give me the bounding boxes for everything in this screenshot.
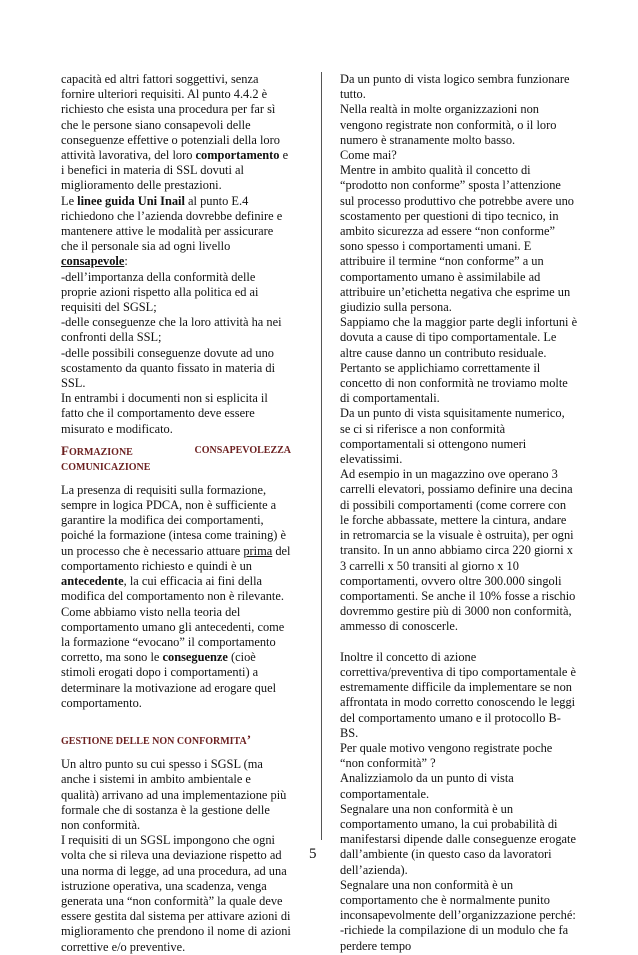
paragraph: capacità ed altri fattori soggettivi, senza fornire ulteriori requisiti. Al punto 4.4.2 è richiesto che esista una procedura per far sì che le persone siano consapevoli delle conseguenze effettive o potenziali della loro attività lavorativa, del loro comportamento e i benefici in materia di SSL dovuti al miglioramento delle prestazioni. [61,72,289,193]
paragraph: Un altro punto su cui spesso i SGSL (ma anche i sistemi in ambito ambientale e qualità) arrivano ad una implementazione più formale che di sostanza è la gestione delle non conformità. [61,757,287,832]
paragraph: Per quale motivo vengono registrate poche “non conformità” ? [340,740,553,771]
paragraph: Segnalare una non conformità è un comportamento umano, la cui probabilità di manifestarsi dipende dalle conseguenze erogate dall’ambiente (in questo caso da lavoratori dell’azienda). [340,801,577,877]
bullet-item: -delle conseguenze che la loro attività ha nei confronti della SSL; [61,315,282,345]
bullet-item: -richiede la compilazione di un modulo che fa perdere tempo [340,923,569,953]
paragraph: Pertanto se applichiamo correttamente il concetto di non conformità ne troviamo molte di comportamentali. [340,360,568,406]
bullet-item: -delle possibili conseguenze dovute ad uno scostamento da quanto fissato in materia di SSL. [61,345,276,391]
heading-word: COMUNICAZIONE [61,461,151,473]
paragraph: Le linee guida Uni Inail al punto E.4 richiedono che l’azienda dovrebbe definire e mantenere attive le modalità per assicurare che il personale sia ad ogni livello consapevole: [61,193,283,269]
paragraph: Da un punto di vista logico sembra funzionare tutto. [340,72,570,102]
page-number: 5 [309,846,317,862]
paragraph: Analizziamolo da un punto di vista comportamentale. [340,771,514,801]
paragraph: Inoltre il concetto di azione correttiva/preventiva di tipo comportamentale è estremamente difficile da implementare se non affrontata in modo corretto conoscendo le leggi del comportamento umano e il protocollo B-BS. [340,649,577,740]
section-heading-non-conformita: GESTIONE DELLE NON CONFORMITA’ [61,732,252,748]
column-divider [321,72,322,840]
paragraph: La presenza di requisiti sulla formazione, sempre in logica PDCA, non è sufficiente a garantire la modifica dei comportamenti, poiché la formazione (intesa come training) è un processo che è necessario attuare prima del comportamento richiesto e quindi è un antecedente, la cui efficacia ai fini della modifica del comportamento non è rilevante. [61,482,291,604]
paragraph: Nella realtà in molte organizzazioni non vengono registrate non conformità, o il loro numero è stranamente molto basso. [340,102,557,147]
paragraph: Come abbiamo visto nella teoria del comportamento umano gli antecedenti, come la formazione “evocano” il comportamento corretto, ma sono le conseguenze (cioè stimoli erogati dopo i comportamenti) a determinare la motivazione ad erogare quel comportamento. [61,604,285,710]
section-heading-formazione [61,443,291,460]
left-column [61,72,291,955]
heading-word: CONSAPEVOLEZZA [194,444,291,456]
paragraph: Da un punto di vista squisitamente numerico, se ci si riferisce a non conformità comportamentali si ottengono numeri elevatissimi. [340,406,565,467]
paragraph: Ad esempio in un magazzino ove operano 3 carrelli elevatori, possiamo definire una decina di possibili comportamenti (come correre con le forche abbassate, mettere la cintura, andare in retromarcia se la visuale è ostruita), per ogni transito. In un anno abbiamo circa 220 giorni x 3 carrelli x 50 transiti al giorno x 10 comportamenti, ovvero oltre 300.000 singoli comportamenti. Se anche il 10% fosse a rischio dovremmo gestire più di 3000 non conformità, ammesso di conoscerle. [340,467,576,634]
paragraph: Come mai? [340,148,397,163]
right-column [340,72,578,954]
paragraph: Sappiamo che la maggior parte degli infortuni è dovuta a cause di tipo comportamentale. Le altre cause danno un contributo residuale. [340,315,578,360]
paragraph: Mentre in ambito qualità il concetto di “prodotto non conforme” sposta l’attenzione sul processo produttivo che potrebbe avere uno scostamento per questioni di tipo tecnico, in ambito sicurezza ad essere “non conforme” sono spesso i comportamenti umani. E attribuire il termine “non conforme” a un comportamento umano è assimilabile ad attribuire un’etichetta negativa che esprime un giudizio sulla persona. [340,163,574,315]
paragraph: In entrambi i documenti non si esplicita il fatto che il comportamento deve essere misurato e modificato. [61,391,268,436]
paragraph: Segnalare una non conformità è un comportamento che è normalmente punito inconsapevolmente dell’organizzazione perché: [340,877,576,923]
heading-word: FORMAZIONE [61,442,133,458]
paragraph: I requisiti di un SGSL impongono che ogni volta che si rileva una deviazione rispetto ad una norma di legge, ad una procedura, ad una istruzione operativa, una scadenza, venga generata una “non conformità” la quale deve essere gestita dal sistema per attivare azioni di miglioramento che prendono il nome di azioni correttive e/o preventive. [61,833,291,954]
bullet-item: -dell’importanza della conformità delle proprie azioni rispetto alla politica ed ai requisiti del SGSL; [61,269,259,315]
